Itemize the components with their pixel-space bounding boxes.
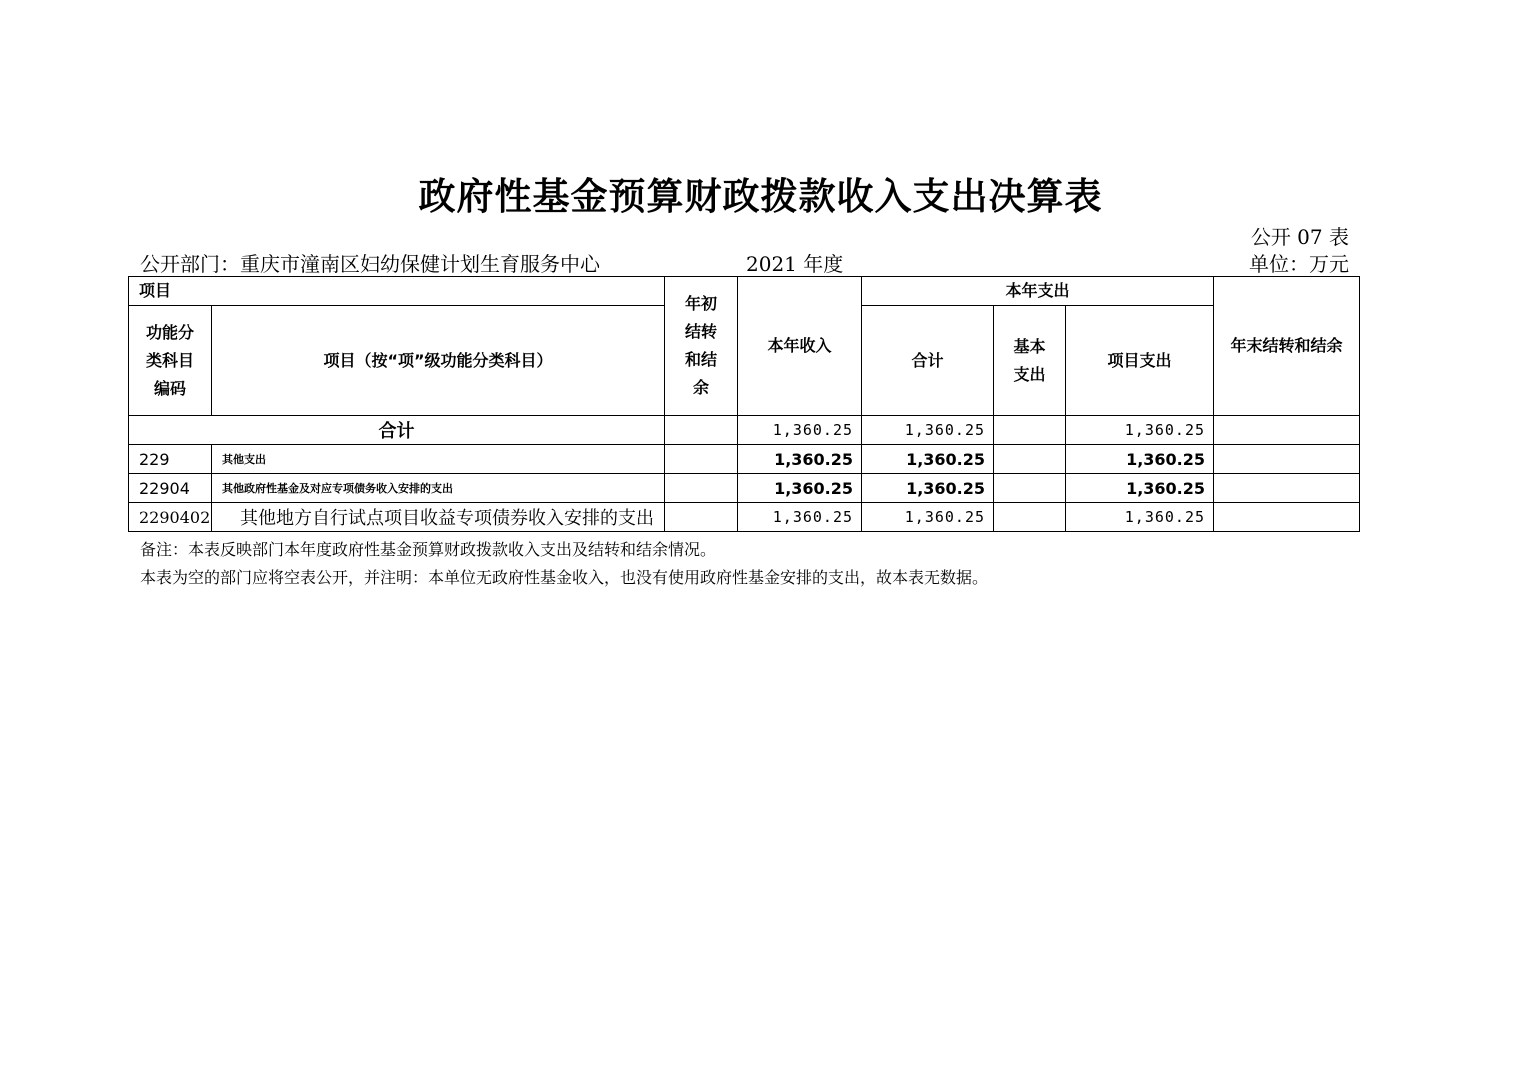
department-label: 公开部门：重庆市潼南区妇幼保健计划生育服务中心 <box>140 252 600 276</box>
row-exp-project: 1,360.25 <box>1066 474 1214 503</box>
row-opening <box>665 503 738 532</box>
row-closing <box>1214 445 1360 474</box>
row-closing <box>1214 474 1360 503</box>
row-income: 1,360.25 <box>738 445 862 474</box>
table-row <box>129 474 1360 503</box>
note-line: 备注：本表反映部门本年度政府性基金预算财政拨款收入支出及结转和结余情况。 <box>140 540 717 559</box>
row-exp-total: 1,360.25 <box>862 445 994 474</box>
row-exp-basic <box>994 503 1066 532</box>
row-income: 1,360.25 <box>738 503 862 532</box>
total-row <box>129 416 1360 445</box>
table-row <box>129 503 1360 532</box>
total-exp-total: 1,360.25 <box>862 416 994 445</box>
row-income: 1,360.25 <box>738 474 862 503</box>
header-row-1 <box>129 277 1360 306</box>
total-closing <box>1214 416 1360 445</box>
header-closing-balance: 年末结转和结余 <box>1214 277 1360 416</box>
total-opening <box>665 416 738 445</box>
row-name: 其他地方自行试点项目收益专项债券收入安排的支出 <box>212 503 665 532</box>
row-code: 229 <box>129 445 212 474</box>
unit-label: 单位：万元 <box>1249 252 1349 276</box>
row-name: 其他支出 <box>212 445 665 474</box>
header-income: 本年收入 <box>738 277 862 416</box>
notes <box>140 536 988 592</box>
budget-table <box>128 276 1360 532</box>
row-exp-basic <box>994 445 1066 474</box>
row-code: 22904 <box>129 474 212 503</box>
total-income: 1,360.25 <box>738 416 862 445</box>
header-expenditure: 本年支出 <box>862 277 1214 306</box>
table-number: 公开 07 表 <box>1250 225 1349 249</box>
row-closing <box>1214 503 1360 532</box>
total-exp-basic <box>994 416 1066 445</box>
total-exp-project: 1,360.25 <box>1066 416 1214 445</box>
year-label: 2021 年度 <box>746 252 844 276</box>
header-exp-total: 合计 <box>862 306 994 416</box>
header-item: 项目 <box>129 277 665 306</box>
row-code: 2290402 <box>129 503 212 532</box>
note-line: 本表为空的部门应将空表公开，并注明：本单位无政府性基金收入，也没有使用政府性基金安排的支出，故本表无数据。 <box>140 568 989 587</box>
total-label: 合计 <box>129 416 665 445</box>
header-exp-basic: 基本支出 <box>994 306 1066 416</box>
header-name: 项目（按“项”级功能分类科目） <box>212 306 665 416</box>
row-exp-total: 1,360.25 <box>862 503 994 532</box>
row-exp-project: 1,360.25 <box>1066 503 1214 532</box>
row-opening <box>665 445 738 474</box>
meta-row <box>140 248 1349 276</box>
header-code: 功能分类科目编码 <box>129 306 212 416</box>
page-title: 政府性基金预算财政拨款收入支出决算表 <box>418 175 1103 218</box>
row-exp-total: 1,360.25 <box>862 474 994 503</box>
row-exp-project: 1,360.25 <box>1066 445 1214 474</box>
header-exp-project: 项目支出 <box>1066 306 1214 416</box>
row-opening <box>665 474 738 503</box>
row-name: 其他政府性基金及对应专项债务收入安排的支出 <box>212 474 665 503</box>
row-exp-basic <box>994 474 1066 503</box>
table-row <box>129 445 1360 474</box>
header-opening-balance: 年初结转和结余 <box>665 277 738 416</box>
